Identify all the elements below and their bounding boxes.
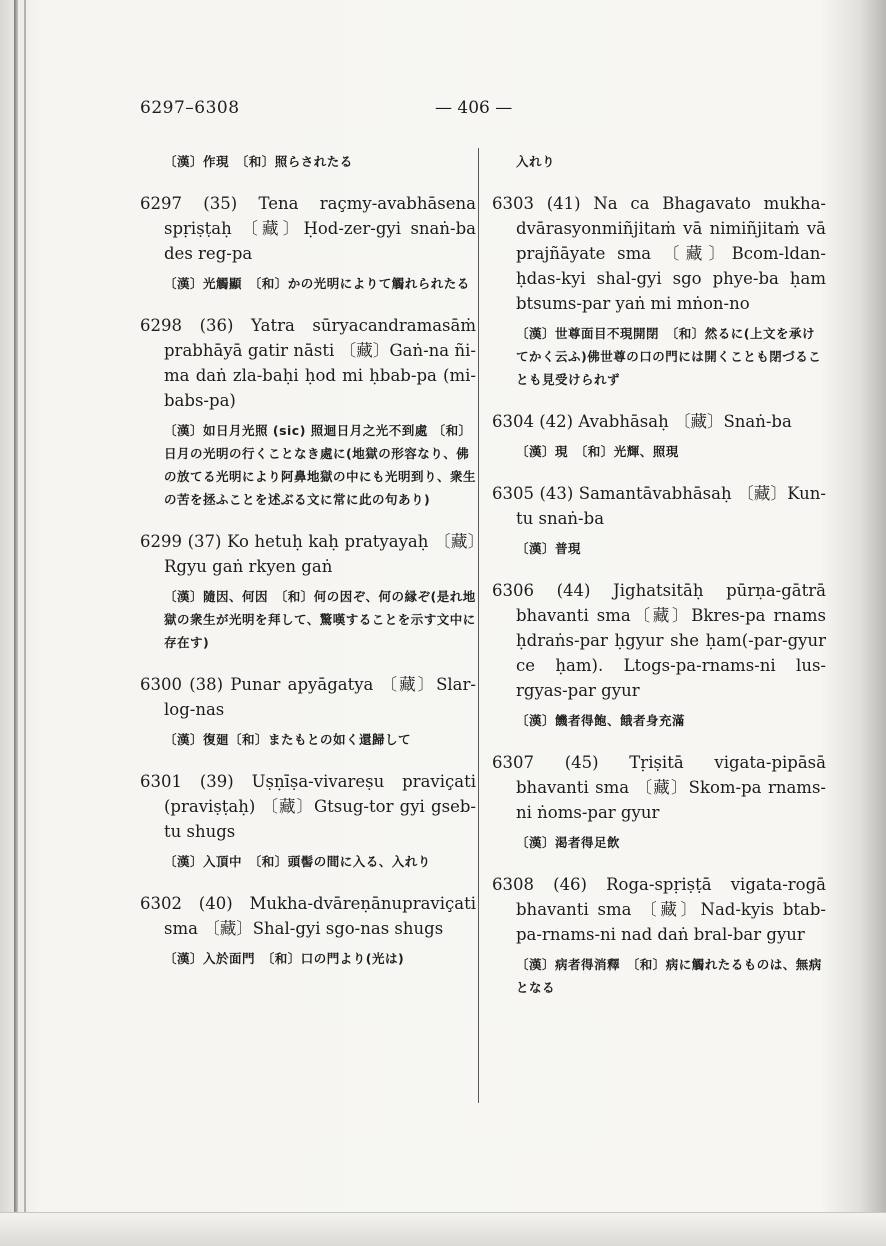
entry-text: 6304 (42) Avabhāsaḥ 〔藏〕Snaṅ-ba — [492, 412, 792, 431]
entry-text: 6306 (44) Jighatsitāḥ pūrṇa-gātrā bhavanti sma〔藏〕Bkres-pa rnams ḥdraṅs-par ḥgyur she ḥam(-par-gyur ce ḥam). Ltogs-pa-rnams-ni lus-rgyas-par gyur — [492, 581, 826, 700]
entry-text: 6307 (45) Tṛiṣitā vigata-pipāsā bhavanti sma 〔藏〕Skom-pa rnams-ni ṅoms-par gyur — [492, 753, 826, 822]
page-header — [140, 98, 820, 128]
entry-6305 — [492, 481, 826, 560]
entry-note: 〔漢〕隨因、何因 〔和〕何の因ぞ、何の縁ぞ(是れ地獄の衆生が光明を拜して、驚嘆することを示す文中に存在す) — [164, 589, 476, 650]
entry-note: 〔漢〕光觸顯 〔和〕かの光明によりて觸れられたる — [164, 276, 470, 291]
entry-6298 — [140, 313, 476, 511]
column-divider — [478, 148, 479, 1103]
lead-note — [140, 150, 476, 173]
lead-note-text: 〔漢〕作現 〔和〕照らされたる — [164, 154, 353, 169]
entry-text: 6308 (46) Roga-spṛiṣṭā vigata-rogā bhavanti sma 〔藏〕Nad-kyis btab-pa-rnams-ni nad daṅ bral-bar gyur — [492, 875, 826, 944]
entry-6306 — [492, 578, 826, 732]
page-bottom-edge — [0, 1212, 886, 1246]
entry-note: 〔漢〕復廻〔和〕またもとの如く還歸して — [164, 732, 412, 747]
entry-6307 — [492, 750, 826, 854]
entry-6303 — [492, 191, 826, 391]
entry-note: 〔漢〕入於面門 〔和〕口の門より(光は) — [164, 951, 405, 966]
book-binding-edge — [14, 0, 18, 1245]
entry-text: 6302 (40) Mukha-dvāreṇānupraviçati sma 〔藏〕Shal-gyi sgo-nas shugs — [140, 894, 476, 938]
entry-note: 〔漢〕世尊面目不現開閉 〔和〕然るに(上文を承けてかく云ふ)佛世尊の口の門には開くことも閉づることも見受けられず — [516, 326, 822, 387]
book-binding-line — [24, 0, 26, 1245]
entry-range: 6297–6308 — [140, 98, 240, 118]
continuation-note — [492, 150, 826, 173]
entry-note: 〔漢〕渇者得足飲 — [516, 835, 621, 850]
entry-text: 6299 (37) Ko hetuḥ kaḥ pratyayaḥ 〔藏〕Rgyu gaṅ rkyen gaṅ — [140, 532, 476, 576]
entry-note: 〔漢〕饑者得飽、餓者身充滿 — [516, 713, 686, 728]
right-column — [492, 150, 826, 1017]
left-column — [140, 150, 476, 988]
entry-text: 6298 (36) Yatra sūryacandramasāṁ prabhāyā gatir nāsti 〔藏〕Gaṅ-na ñi-ma daṅ zla-baḥi ḥod mi ḥbab-pa (mi-babs-pa) — [140, 316, 476, 410]
entry-6301 — [140, 769, 476, 873]
entry-6304 — [492, 409, 826, 463]
entry-6299 — [140, 529, 476, 654]
entry-text: 6297 (35) Tena raçmy-avabhāsena spṛiṣṭaḥ 〔藏〕Ḥod-zer-gyi snaṅ-ba des reg-pa — [140, 194, 476, 263]
entry-note: 〔漢〕如日月光照 (sic) 照迴日月之光不到處 〔和〕日月の光明の行くことなき處に(地獄の形容なり、佛の放てる光明により阿鼻地獄の中にも光明到り、衆生の苦を拯ふことを述ぶる文に常に此の句あり) — [164, 423, 477, 507]
entry-note: 〔漢〕入頂中 〔和〕頭髻の間に入る、入れり — [164, 854, 431, 869]
page-number: — 406 — — [435, 98, 513, 118]
entry-note: 〔漢〕現 〔和〕光輝、照現 — [516, 444, 679, 459]
entry-6308 — [492, 872, 826, 999]
entry-text: 6301 (39) Uṣṇīṣa-vivareṣu praviçati (praviṣṭaḥ) 〔藏〕Gtsug-tor gyi gseb-tu shugs — [140, 772, 476, 841]
entry-text: 6303 (41) Na ca Bhagavato mukha-dvārasyonmiñjitaṁ vā nimiñjitaṁ vā prajñāyate sma 〔藏〕Bcom-ldan-ḥdas-kyi shal-gyi sgo phye-ba ḥam btsums-par yaṅ mi mṅon-no — [492, 194, 826, 313]
entry-text: 6305 (43) Samantāvabhāsaḥ 〔藏〕Kun-tu snaṅ-ba — [492, 484, 826, 528]
entry-note: 〔漢〕普現 — [516, 541, 582, 556]
entry-6302 — [140, 891, 476, 970]
entry-6300 — [140, 672, 476, 751]
entry-6297 — [140, 191, 476, 295]
continuation-text: 入れり — [516, 154, 556, 169]
entry-note: 〔漢〕病者得消釋 〔和〕病に觸れたるものは、無病となる — [516, 957, 822, 995]
entry-text: 6300 (38) Punar apyāgatya 〔藏〕Slar-log-nas — [140, 675, 476, 719]
